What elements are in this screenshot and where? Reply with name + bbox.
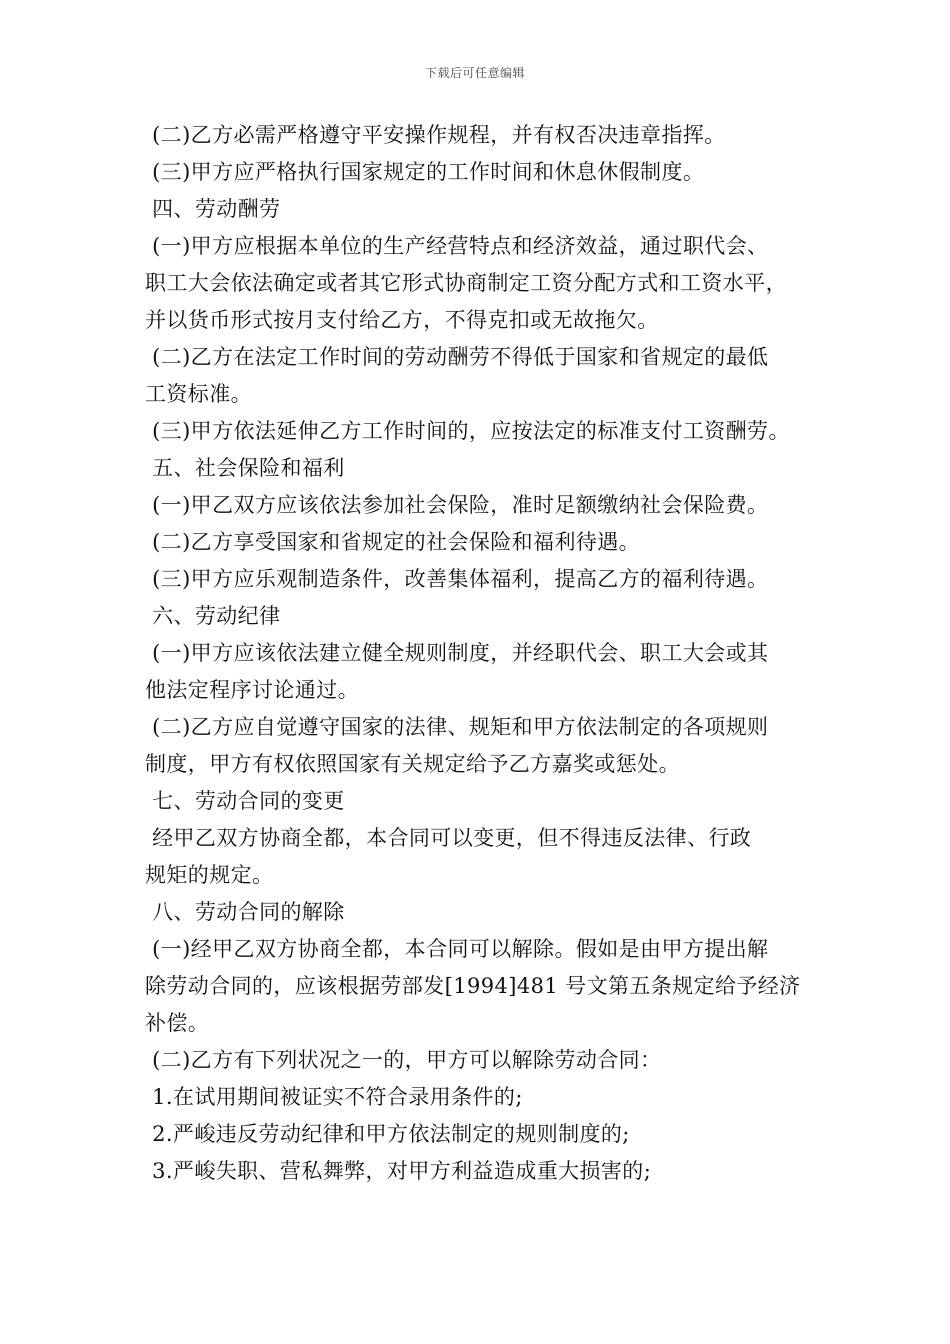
- body-line: 制度，甲方有权依照国家有关规定给予乙方嘉奖或惩处。: [145, 752, 680, 776]
- body-line: (三)甲方依法延伸乙方工作时间的，应按法定的标准支付工资酬劳。: [145, 419, 790, 443]
- body-line: (一)经甲乙双方协商全都，本合同可以解除。假如是由甲方提出解: [145, 937, 769, 961]
- section-heading: 六、劳动纪律: [145, 604, 281, 628]
- list-item: 1.在试用期间被证实不符合录用条件的;: [145, 1085, 523, 1109]
- body-line: (三)甲方应乐观制造条件，改善集体福利，提高乙方的福利待遇。: [145, 567, 769, 591]
- body-line: (一)甲乙双方应该依法参加社会保险，准时足额缴纳社会保险费。: [145, 493, 769, 517]
- body-line: (三)甲方应严格执行国家规定的工作时间和休息休假制度。: [145, 160, 705, 184]
- body-line: (一)甲方应该依法建立健全规则制度，并经职代会、职工大会或其: [145, 641, 769, 665]
- body-line: 除劳动合同的，应该根据劳部发[1994]481 号文第五条规定给予经济: [145, 974, 801, 998]
- body-line: 补偿。: [145, 1011, 210, 1035]
- section-heading: 八、劳动合同的解除: [145, 900, 345, 924]
- section-heading: 五、社会保险和福利: [145, 456, 345, 480]
- body-line: (二)乙方享受国家和省规定的社会保险和福利待遇。: [145, 530, 641, 554]
- section-heading: 七、劳动合同的变更: [145, 789, 345, 813]
- body-line: 他法定程序讨论通过。: [145, 678, 359, 702]
- body-line: (二)乙方在法定工作时间的劳动酬劳不得低于国家和省规定的最低: [145, 345, 769, 369]
- body-line: 经甲乙双方协商全都，本合同可以变更，但不得违反法律、行政: [145, 826, 752, 850]
- document-body: [145, 117, 825, 1190]
- body-line: 并以货币形式按月支付给乙方，不得克扣或无故拖欠。: [145, 308, 659, 332]
- list-item: 2.严峻违反劳动纪律和甲方依法制定的规则制度的;: [145, 1122, 630, 1146]
- list-item: 3.严峻失职、营私舞弊，对甲方利益造成重大损害的;: [145, 1159, 652, 1183]
- body-line: (二)乙方必需严格遵守平安操作规程，并有权否决违章指挥。: [145, 123, 726, 147]
- body-line: (二)乙方有下列状况之一的，甲方可以解除劳动合同：: [145, 1048, 662, 1072]
- section-heading: 四、劳动酬劳: [145, 197, 281, 221]
- body-line: 职工大会依法确定或者其它形式协商制定工资分配方式和工资水平，: [145, 271, 787, 295]
- body-line: (二)乙方应自觉遵守国家的法律、规矩和甲方依法制定的各项规则: [145, 715, 769, 739]
- body-line: (一)甲方应根据本单位的生产经营特点和经济效益，通过职代会、: [145, 234, 769, 258]
- body-line: 工资标准。: [145, 382, 252, 406]
- body-line: 规矩的规定。: [145, 863, 274, 887]
- page-header-note: 下载后可任意编辑: [424, 66, 525, 80]
